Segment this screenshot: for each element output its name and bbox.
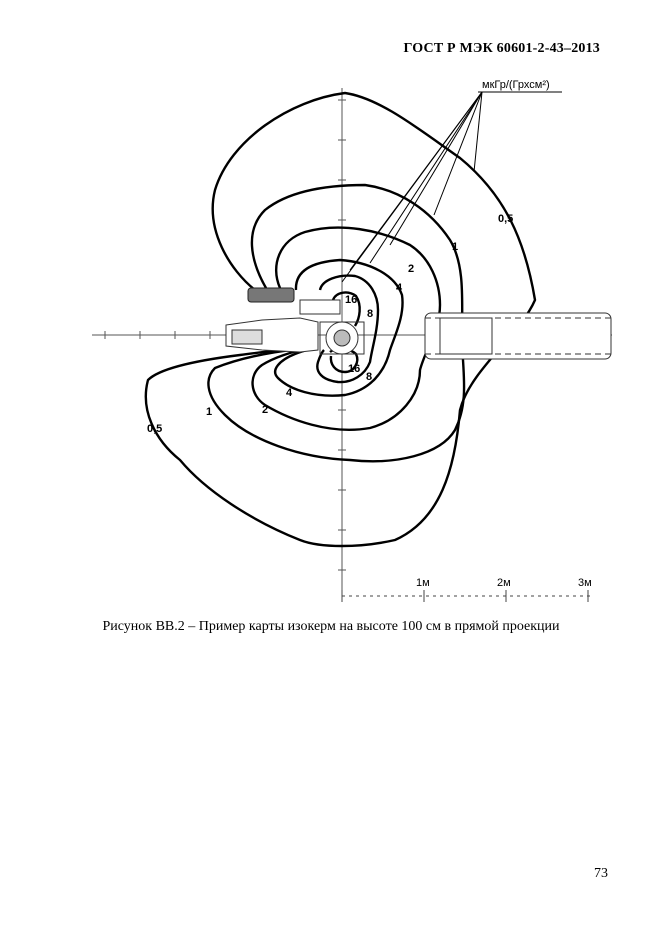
figure-caption: Рисунок ВВ.2 – Пример карты изокерм на высоте 100 см в прямой проекции <box>102 619 560 634</box>
contour-label-2-lower: 2 <box>262 404 269 416</box>
contour-label-1-upper: 1 <box>452 241 459 253</box>
scale-label-1m: 1м <box>416 577 430 589</box>
contour-label-0-5-lower: 0,5 <box>147 423 163 435</box>
document-header: ГОСТ Р МЭК 60601-2-43–2013 <box>403 41 600 56</box>
contour-label-4-lower: 4 <box>286 387 293 399</box>
scale-bar <box>342 590 590 602</box>
equipment-sketch <box>226 288 611 359</box>
contour-label-16-lower: 16 <box>348 363 361 375</box>
contour-label-1-lower: 1 <box>206 406 213 418</box>
contour-label-16-upper: 16 <box>345 294 358 306</box>
scale-label-3m: 3м <box>578 577 592 589</box>
c-arm-knob <box>248 288 294 302</box>
contour-label-2-upper: 2 <box>408 263 415 275</box>
contour-label-8-upper: 8 <box>367 308 374 320</box>
contour-label-4-upper: 4 <box>396 282 403 294</box>
patient-table <box>425 313 611 359</box>
contour-label-8-lower: 8 <box>366 371 373 383</box>
scale-label-2m: 2м <box>497 577 511 589</box>
contour-label-0-5-upper: 0,5 <box>498 213 514 225</box>
page-number: 73 <box>594 866 608 881</box>
unit-label: мкГр/(Грхсм²) <box>482 79 550 91</box>
